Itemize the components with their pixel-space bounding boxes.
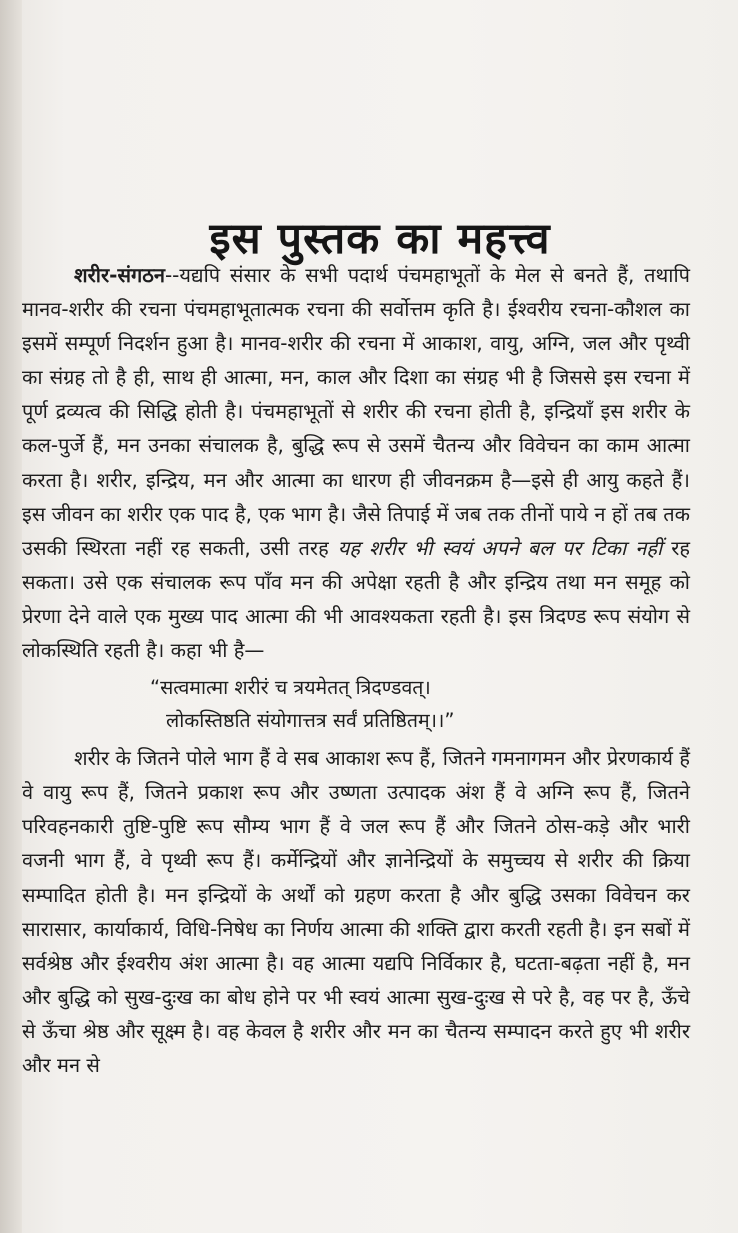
verse-line-1: “सत्वमात्मा शरीरं च त्रयमेतत् त्रिदण्डवत्। [150, 676, 431, 700]
page-title: इस पुस्तक का महत्त्व [209, 213, 551, 264]
page-body [22, 258, 690, 1082]
book-binding-edge [0, 0, 22, 1233]
verse-line-2: लोकस्तिष्ठति संयोगात्तत्र सर्वं प्रतिष्ठितम्।।” [166, 709, 455, 733]
paragraph-italic-text: यह शरीर भी स्वयं अपने बल पर टिका नहीं [337, 535, 663, 560]
paragraph-text-part-a: यद्यपि संसार के सभी पदार्थ पंचमहाभूतों के मेल से बनते हैं, तथापि मानव-शरीर की रचना पंचमहाभूतात्मक रचना की सर्वोत्तम कृति है। ईश्वरीय रचना-कौशल का इसमें सम्पूर्ण निदर्शन हुआ है। मानव-शरीर की रचना में आकाश, वायु, अग्नि, जल और पृथ्वी का संग्रह तो है ही, साथ ही आत्मा, मन, काल और दिशा का संग्रह भी है जिससे इस रचना में पूर्ण द्रव्यत्व की सिद्धि होती है। पंचमहाभूतों से शरीर की रचना होती है, इन्द्रियाँ इस शरीर के कल-पुर्जे हैं, मन उनका संचालक है, बुद्धि रूप से उसमें चैतन्य और विवेचन का काम आत्मा करता है। शरीर, इन्द्रिय, मन और आत्मा का धारण ही जीवनक्रम है—इसे ही आयु कहते हैं। इस जीवन का शरीर एक पाद है, एक भाग है। जैसे तिपाई में जब तक तीनों पाये न हों तब तक उसकी स्थिरता नहीं रह सकती, उसी तरह [22, 263, 690, 560]
paragraph-body-organization [22, 258, 690, 667]
heading-dash: -- [164, 263, 180, 287]
book-page [22, 0, 738, 1233]
paragraph-elements: शरीर के जितने पोले भाग हैं वे सब आकाश रूप हैं, जितने गमनागमन और प्रेरणकार्य हैं वे वायु रूप हैं, जितने प्रकाश रूप और उष्णता उत्पादक अंश हैं वे अग्नि रूप हैं, जितने परिवहनकारी तुष्टि-पुष्टि रूप सौम्य भाग हैं वे जल रूप हैं और जितने ठोस-कड़े और भारी वजनी भाग हैं, वे पृथ्वी रूप हैं। कर्मेन्द्रियों और ज्ञानेन्द्रियों के समुच्चय से शरीर की क्रिया सम्पादित होती है। मन इन्द्रियों के अर्थों को ग्रहण करता है और बुद्धि उसका विवेचन कर सारासार, कार्याकार्य, विधि-निषेध का निर्णय आत्मा की शक्ति द्वारा करती रहती है। इन सबों में सर्वश्रेष्ठ और ईश्वरीय अंश आत्मा है। वह आत्मा यद्यपि निर्विकार है, घटता-बढ़ता नहीं है, मन और बुद्धि को सुख-दुःख का बोध होने पर भी स्वयं आत्मा सुख-दुःख से परे है, वह पर है, ऊँचे से ऊँचा श्रेष्ठ और सूक्ष्म है। वह केवल है शरीर और मन का चैतन्य सम्पादन करते हुए भी शरीर और मन से [22, 746, 690, 1077]
paragraph-text-part-b: रह सकता। उसे एक संचालक रूप पाँव मन की अपेक्षा रहती है और इन्द्रिय तथा मन समूह को प्रेरणा देने वाले एक मुख्य पाद आत्मा की भी आवश्यकता रहती है। इस त्रिदण्ड रूप संयोग से लोकस्थिति रहती है। कहा भी है— [22, 535, 691, 663]
sanskrit-verse [22, 671, 690, 737]
paragraph-heading: शरीर-संगठन [74, 263, 165, 287]
